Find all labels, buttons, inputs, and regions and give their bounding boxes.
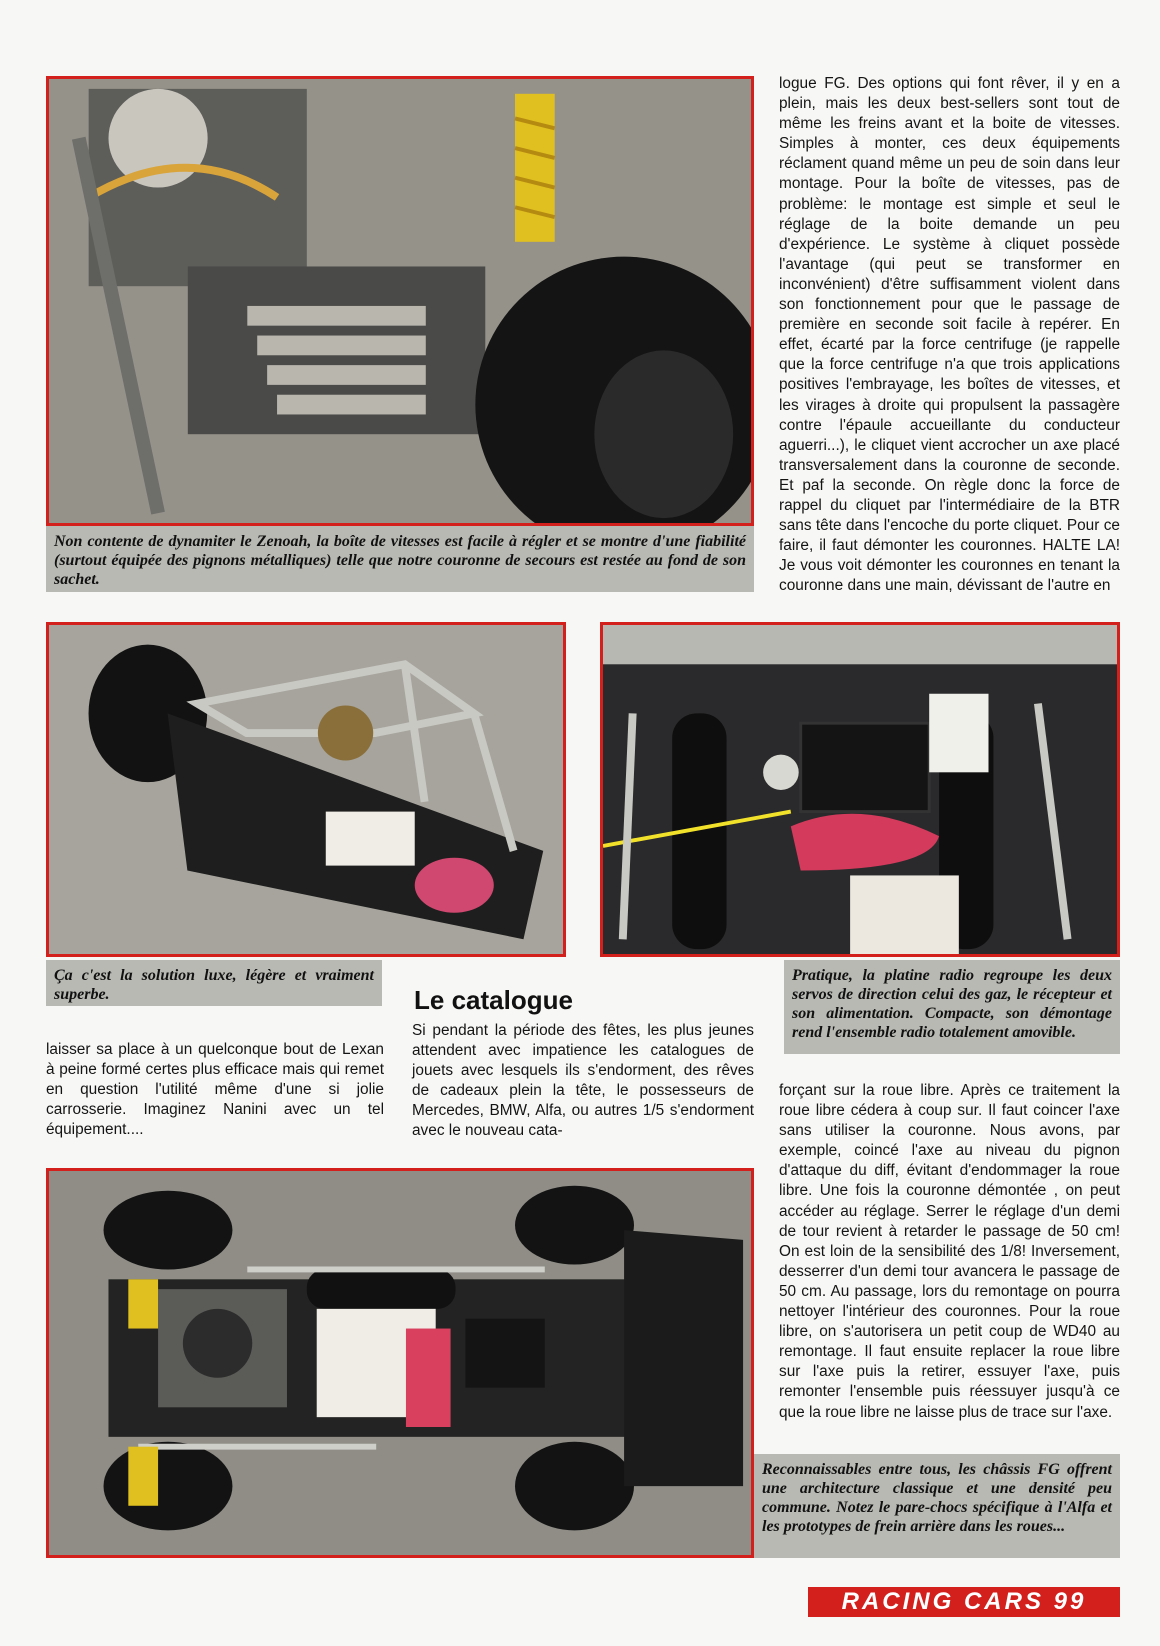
article-column-left-middle: laisser sa place à un quelconque bout de Lexan à peine formé certes plus efficace mais qui remet en question l'utilité même d'une si jolie carrosserie. Imaginez Nanini avec un tel équipement.... bbox=[46, 1041, 384, 1139]
magazine-name: RACING CARS bbox=[841, 1588, 1044, 1615]
photo-luxury-chassis bbox=[46, 622, 566, 957]
page-number: 99 bbox=[1053, 1588, 1087, 1615]
section-heading: Le catalogue bbox=[414, 985, 573, 1015]
magazine-footer bbox=[808, 1587, 1120, 1617]
caption-luxury: Ça c'est la solution luxe, légère et vraiment superbe. bbox=[46, 960, 382, 1006]
luxury-chassis-image bbox=[49, 625, 563, 954]
radio-plate-image bbox=[603, 625, 1117, 954]
photo-gearbox bbox=[46, 76, 754, 526]
photo-radio-plate bbox=[600, 622, 1120, 957]
full-chassis-image bbox=[49, 1171, 751, 1555]
article-column-right-bottom: forçant sur la roue libre. Après ce traitement la roue libre cédera à coup sur. Il faut coincer l'axe sans utiliser la couronne. Nous avons, par exemple, coincé l'axe au niveau du pignon d'attaque du diff, évitant d'endommager la roue libre. Une fois la couronne démontée , on peut accéder au réglage. Serrer le réglage d'un demi de tour revient à retarder le passage de 50 cm! On est loin de la sensibilité des 1/8! Inversement, desserrer d'un demi tour avancera le passage de 50 cm. Au passage, lors du remontage on pourra nettoyer l'intérieur des couronnes. Pour la roue libre, on s'autorisera un petit coup de WD40 au remontage. Il faut ensuite replacer la roue libre sur l'axe puis la retirer, essuyer l'axe, puis remonter l'ensemble puis réessuyer jusqu'à ce que la roue libre ne laisse plus de trace sur l'axe. bbox=[779, 1082, 1120, 1421]
caption-chassis: Reconnaissables entre tous, les châssis FG offrent une architecture classique et une densité peu commune. Notez le pare-chocs spécifique à l'Alfa et les prototypes de frein arrière dans les roues... bbox=[754, 1454, 1120, 1558]
caption-radio: Pratique, la platine radio regroupe les deux servos de direction celui des gaz, le récepteur et son alimentation. Compacte, son démontage rend l'ensemble radio totalement amovible. bbox=[784, 960, 1120, 1054]
article-column-center: Si pendant la période des fêtes, les plus jeunes attendent avec impatience les catalogues de jouets avec lesquels ils s'endorment, des rêves de cadeaux plein la tête, le possesseurs de Mercedes, BMW, Alfa, ou autres 1/5 s'endorment avec le nouveau cata- bbox=[412, 1022, 754, 1140]
gearbox-image bbox=[49, 79, 751, 523]
caption-gearbox: Non contente de dynamiter le Zenoah, la boîte de vitesses est facile à régler et se montre d'une fiabilité (surtout équipée des pignons métalliques) telle que notre couronne de secours est restée au fond de son sachet. bbox=[46, 526, 754, 592]
article-column-right-top: logue FG. Des options qui font rêver, il y en a plein, mais les deux best-sellers sont tout de même les freins avant et la boite de vitesses. Simples à monter, ces deux équipements réclament quand même un peu de soin dans leur montage. Pour la boîte de vitesses, pas de problème: le montage est simple et seul le réglage de la boite demande un peu d'expérience. Le système à cliquet possède l'avantage (qui peut se transformer en inconvénient) d'être suffisamment violent dans son fonctionnement pour que le passage de première en seconde soit facile à repérer. En effet, écarté par la force centrifuge (je rappelle que la force centrifuge n'a que trois applications positives l'embrayage, les boîtes de vitesses, et les virages à droite qui propulsent la passagère contre l'épaule accueillante du conducteur aguerri...), le cliquet vient accrocher un axe placé transversalement dans la couronne de seconde. Et paf la seconde. On règle donc la force de rappel du cliquet par l'intermédiaire de la BTR sans tête dans l'encoche du porte cliquet. Pour ce faire, il faut démonter les couronnes. HALTE LA! Je vous voit démonter les couronnes en tenant la couronne dans une main, dévissant de l'autre en bbox=[779, 75, 1120, 595]
photo-full-chassis bbox=[46, 1168, 754, 1558]
